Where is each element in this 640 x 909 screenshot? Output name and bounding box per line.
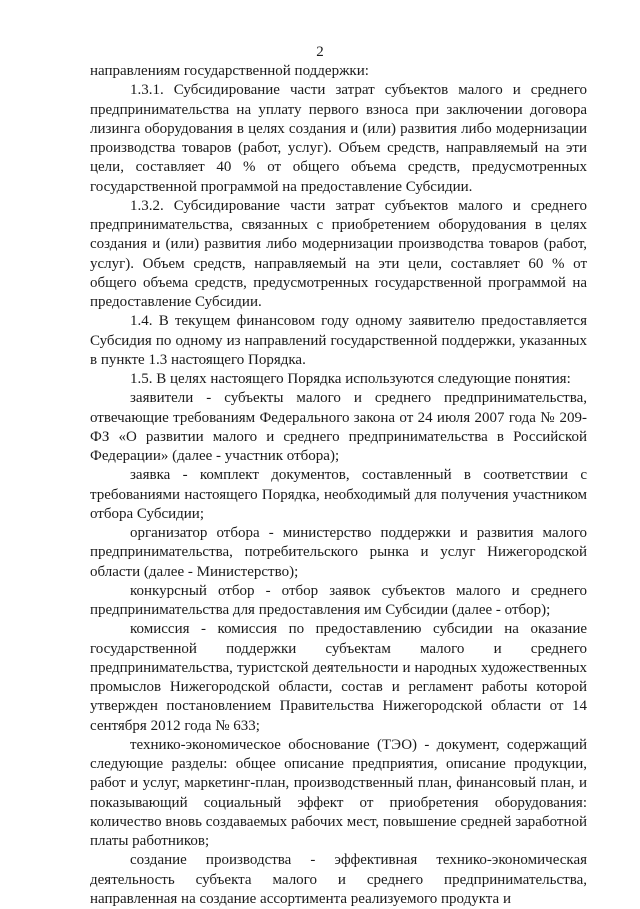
definition-competitive-selection: конкурсный отбор - отбор заявок субъектов малого и среднего предпринимательства для предоставления им Субсидии (далее - отбор); [90,582,587,618]
definition-feasibility-study: технико-экономическое обоснование (ТЭО) - документ, содержащий следующие разделы: общее описание предприятия, описание продукции, работ и услуг, маркетинг-план, производственный план, финансовый план, и показывающий социальный эффект от приобретения оборудования: количество вновь создаваемых рабочих мест, повышение средней заработной платы работников; [90,736,587,849]
definition-production-creation: создание производства - эффективная технико-экономическая деятельность субъекта малого и среднего предпринимательства, направленная на создание ассортимента реализуемого продукта и [90,852,587,907]
paragraph-1-5: 1.5. В целях настоящего Порядка используются следующие понятия: [130,371,571,387]
paragraph-continuation: направлениям государственной поддержки: [90,63,369,79]
paragraph-1-3-2: 1.3.2. Субсидирование части затрат субъектов малого и среднего предпринимательства, связанных с приобретением оборудования в целях создания и (или) развития либо модернизации производства товаров (работ, услуг). Объем средств, направляемый на эти цели, составляет 60 % от общего объема средств, предусмотренных государственной программой на предоставление Субсидии. [90,197,587,310]
paragraph-1-3-1: 1.3.1. Субсидирование части затрат субъектов малого и среднего предпринимательства на уплату первого взноса при заключении договора лизинга оборудования в целях создания и (или) развития либо модернизации производства товаров (работ, услуг). Объем средств, направляемый на эти цели, составляет 40 % от общего объема средств, предусмотренных государственной программой на предоставление Субсидии. [90,82,587,195]
paragraph-1-4: 1.4. В текущем финансовом году одному заявителю предоставляется Субсидия по одному из направлений государственной поддержки, указанных в пункте 1.3 настоящего Порядка. [90,313,587,368]
definition-commission: комиссия - комиссия по предоставлению субсидии на оказание государственной поддержки субъектам малого и среднего предпринимательства, туристской деятельности и народных художественных промыслов Нижегородской области, состав и регламент работы которой утвержден постановлением Правительства Нижегородской области от 14 сентября 2012 года № 633; [90,621,587,734]
definition-applicants: заявители - субъекты малого и среднего предпринимательства, отвечающие требованиям Федерального закона от 24 июля 2007 года № 209-ФЗ «О развитии малого и среднего предпринимательства в Российской Федерации» (далее - участник отбора); [90,390,587,464]
document-body [90,62,587,909]
definition-organizer: организатор отбора - министерство поддержки и развития малого предпринимательства, потребительского рынка и услуг Нижегородской области (далее - Министерство); [90,525,587,580]
page-number: 2 [316,44,324,60]
definition-application: заявка - комплект документов, составленный в соответствии с требованиями настоящего Порядка, необходимый для получения участником отбора Субсидии; [90,467,587,522]
